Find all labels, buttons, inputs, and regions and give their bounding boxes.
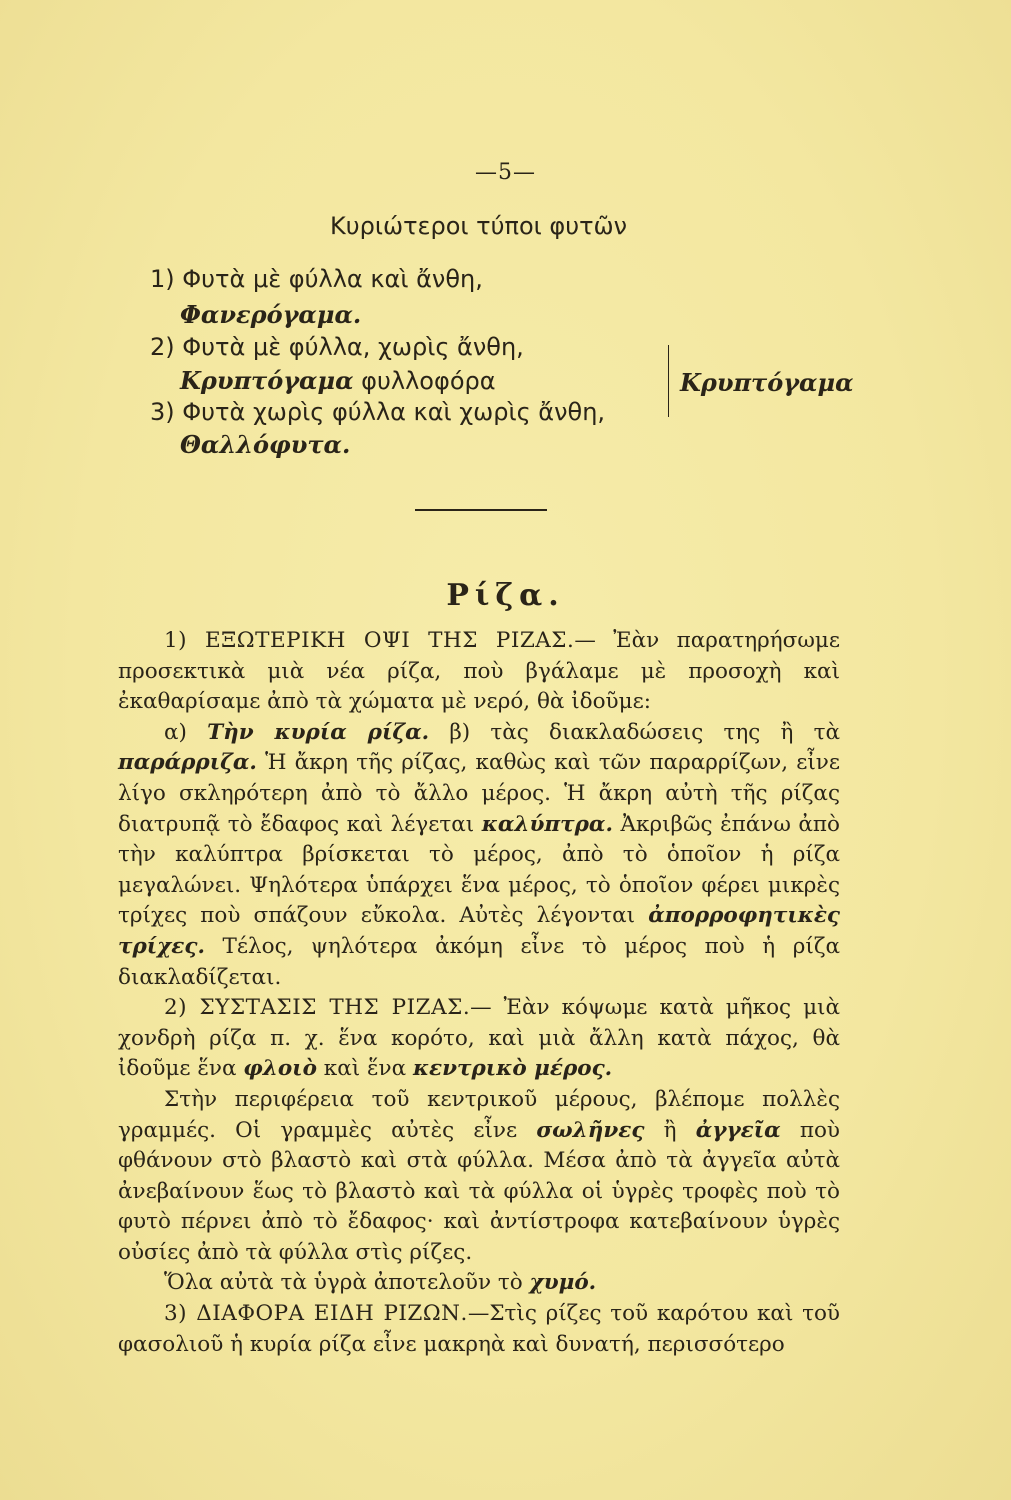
- p2-a: α): [164, 719, 208, 745]
- p2-e: Τέλος, ψηλότερα ἀκόμη εἶνε τὸ μέρος ποὺ ἡ ρίζα διακλαδίζεται.: [118, 933, 840, 990]
- page-number: —5—: [475, 160, 536, 185]
- p2-a-term: Τὴν κυρία ρίζα.: [207, 719, 430, 745]
- p4-a: Στὴν περιφέρεια τοῦ κεντρικοῦ μέρους, βλέπομε πολλὲς γραμμές. Οἱ γραμμὲς αὐτὲς εἶνε: [118, 1086, 840, 1143]
- toc-item-2: 2) Φυτὰ μὲ φύλλα, χωρὶς ἄνθη,: [150, 333, 524, 361]
- toc-item-3-term: Θαλλόφυτα.: [180, 430, 351, 459]
- toc-item-2-italic: Κρυπτόγαμα: [180, 366, 354, 395]
- group-label: Κρυπτόγαμα: [680, 368, 854, 397]
- p3-term-2: κεντρικὸ μέρος.: [412, 1056, 613, 1082]
- body-text: [118, 626, 840, 1360]
- p3-term-1: φλοιὸ: [243, 1056, 317, 1082]
- p4-mid: ἢ: [644, 1117, 696, 1143]
- toc-item-1-term: Φανερόγαμα.: [180, 300, 362, 329]
- paragraph-4: [118, 1085, 840, 1269]
- toc-item-2-plain: φυλλοφόρα: [353, 367, 496, 395]
- p3-mid: καὶ ἕνα: [316, 1056, 413, 1082]
- p4-term-1: σωλῆνες: [536, 1117, 645, 1143]
- p2-c-term: καλύπτρα.: [481, 811, 613, 837]
- group-bracket: [668, 345, 671, 417]
- section-divider: [415, 509, 547, 511]
- paragraph-2: [118, 718, 840, 993]
- section-heading: Ρίζα.: [446, 578, 565, 613]
- paragraph-3-label: 2) ΣΥΣΤΑΣΙΣ ΤΗΣ ΡΙΖΑΣ.: [164, 995, 471, 1021]
- p4-term-2: ἀγγεῖα: [695, 1117, 781, 1143]
- toc-item-3: 3) Φυτὰ χωρὶς φύλλα καὶ χωρὶς ἄνθη,: [150, 398, 606, 426]
- p6-text: —Στὶς ρίζες τοῦ καρότου καὶ τοῦ φασολιοῦ ἡ κυρία ρίζα εἶνε μακρηὰ καὶ δυνατή, περισσότερο: [118, 1301, 840, 1357]
- p2-c: Ἡ ἄκρη τῆς ρίζας, καθὼς καὶ τῶν παραρρίζων, εἶνε λίγο σκληρότερη ἀπὸ τὸ ἄλλο μέρος. Ἡ ἄκρη αὐτὴ τῆς ρίζας διατρυπᾷ τὸ ἔδαφος καὶ λέγεται: [118, 750, 840, 837]
- p5-a: Ὅλα αὐτὰ τὰ ὑγρὰ ἀποτελοῦν τὸ: [164, 1270, 530, 1296]
- paragraph-1-label: 1) ΕΞΩΤΕΡΙΚΗ ΟΨΙ ΤΗΣ ΡΙΖΑΣ.: [164, 628, 575, 653]
- p2-d: Ἀκριβῶς ἐπάνω ἀπὸ τὴν καλύπτρα βρίσκεται τὸ μέρος, ἀπὸ τὸ ὁποῖον ἡ ρίζα μεγαλώνει. Ψηλότερα ὑπάρχει ἕνα μέρος, τὸ ὁποῖον φέρει μικρὲς τρίχες ποὺ σπάζουν εὔκολα. Αὐτὲς λέγονται: [118, 811, 840, 929]
- p2-b-term: παράρριζα.: [118, 750, 257, 776]
- paragraph-5: [118, 1268, 840, 1299]
- toc-title: Κυριώτεροι τύποι φυτῶν: [330, 212, 628, 240]
- p3-text: — Ἐὰν κόψωμε κατὰ μῆκος μιὰ χονδρὴ ρίζα π. χ. ἕνα κορότο, καὶ μιὰ ἄλλη κατὰ πάχος, θὰ ἰδοῦμε ἕνα: [118, 995, 840, 1082]
- p4-b: ποὺ φθάνουν στὸ βλαστὸ καὶ στὰ φύλλα. Μέσα ἀπὸ τὰ ἀγγεῖα αὐτὰ ἀνεβαίνουν ἕως τὸ βλαστὸ καὶ τὰ φύλλα οἱ ὑγρὲς τροφὲς ποὺ τὸ φυτὸ πέρνει ἀπὸ τὸ ἔδαφος· καὶ ἀντίστροφα κατεβαίνουν ὑγρὲς οὐσίες ἀπὸ τὰ φύλλα στὶς ρίζες.: [118, 1117, 840, 1265]
- p2-d-term: ἀπορροφητικὲς τρίχες.: [118, 903, 840, 959]
- toc-item-2-term: [180, 366, 496, 395]
- paragraph-6-label: 3) ΔΙΑΦΟΡΑ ΕΙΔΗ ΡΙΖΩΝ.: [164, 1301, 468, 1327]
- paragraph-6: [118, 1299, 840, 1360]
- paragraph-1-text: — Ἐὰν παρατηρήσωμε προσεκτικὰ μιὰ νέα ρίζα, ποὺ βγάλαμε μὲ προσοχὴ καὶ ἐκαθαρίσαμε ἀπὸ τὰ χώματα μὲ νερό, θὰ ἰδοῦμε:: [118, 628, 840, 715]
- paragraph-1: [118, 626, 840, 718]
- p2-b: β) τὰς διακλαδώσεις της ἢ τὰ: [429, 719, 840, 745]
- p5-term: χυμό.: [529, 1270, 597, 1296]
- toc-item-1: 1) Φυτὰ μὲ φύλλα καὶ ἄνθη,: [150, 265, 483, 293]
- paragraph-3: [118, 993, 840, 1085]
